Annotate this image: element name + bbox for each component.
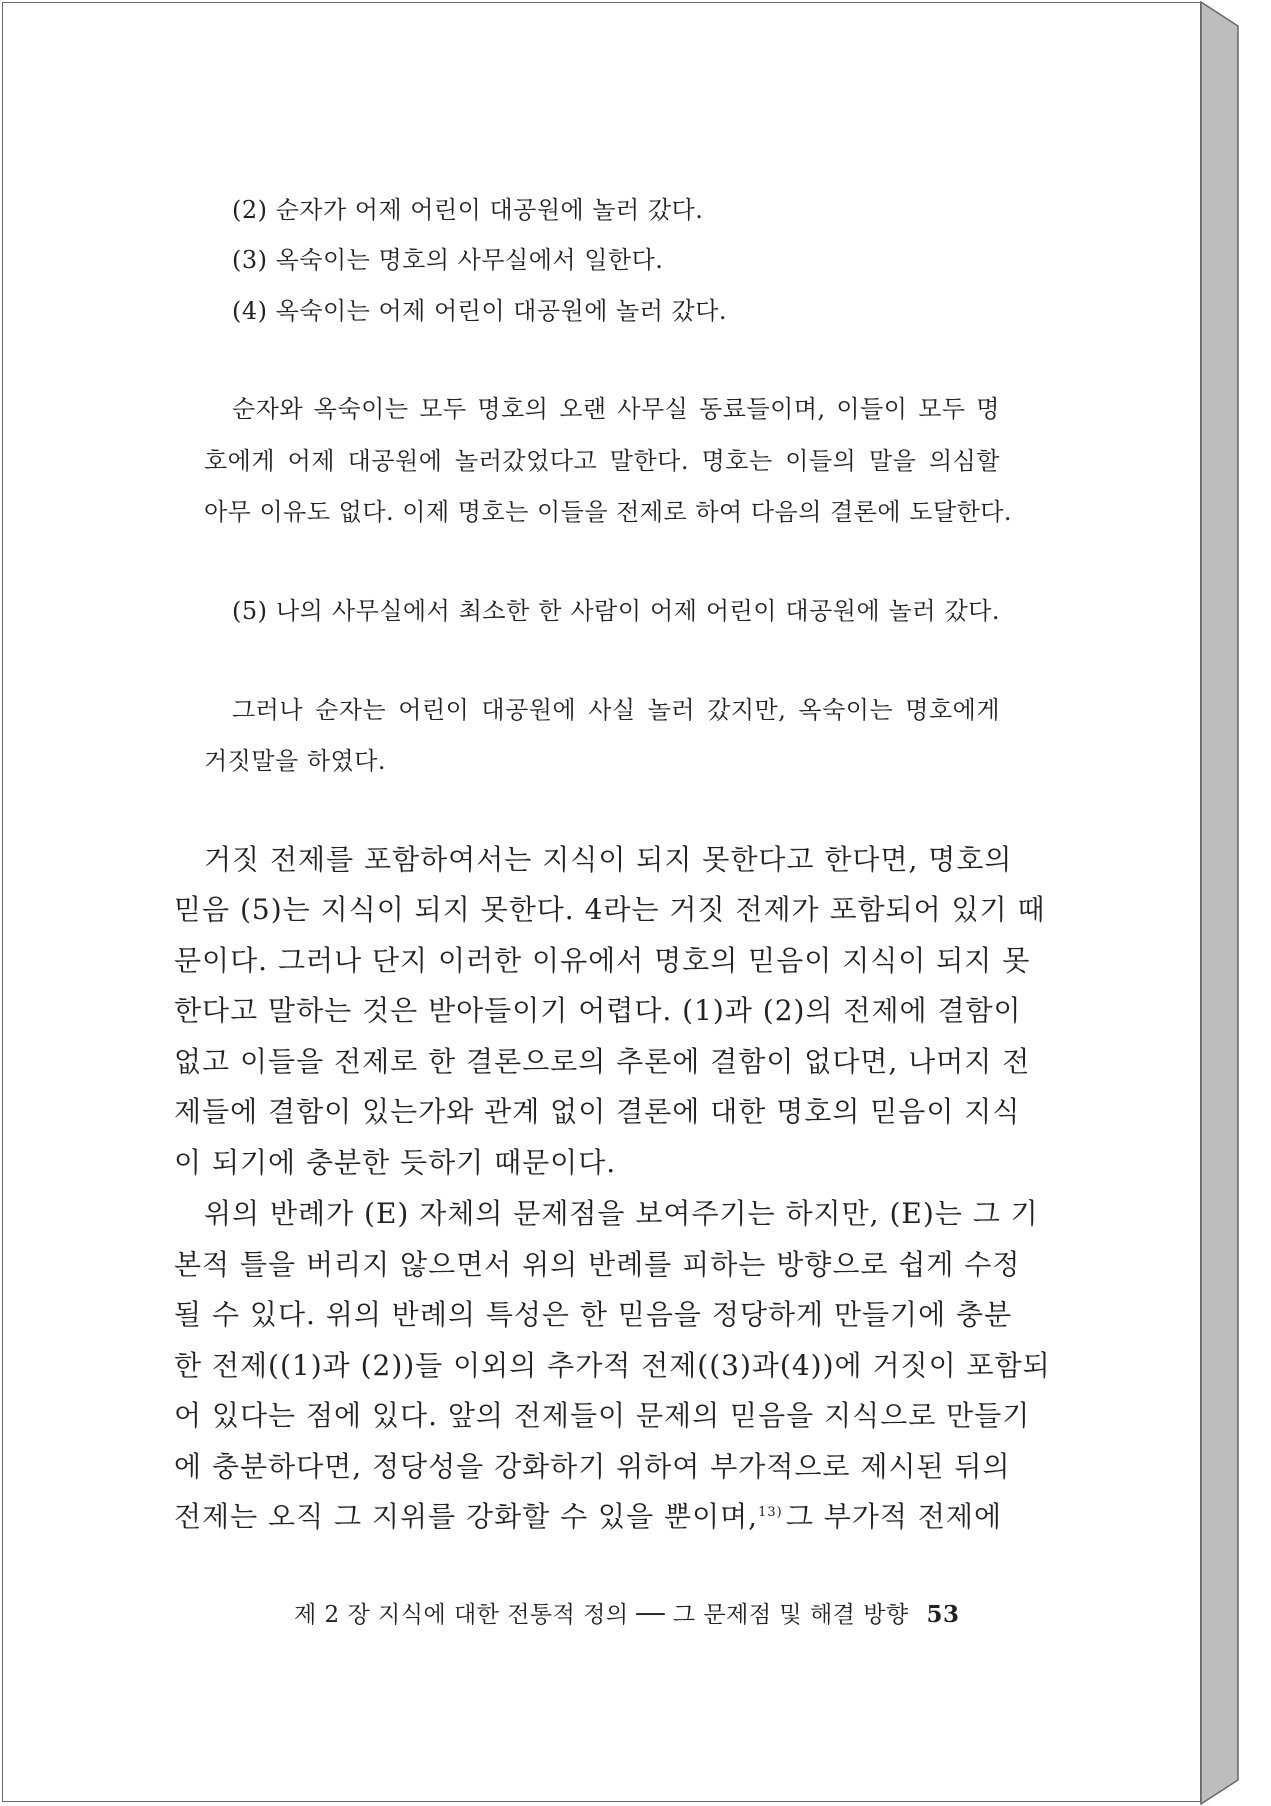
paragraph-line: 아무 이유도 없다. 이제 명호는 이들을 전제로 하여 다음의 결론에 도달한다.: [204, 498, 1013, 526]
body-line: 제들에 결함이 있는가와 관계 없이 결론에 대한 명호의 믿음이 지식: [174, 1095, 1021, 1128]
paragraph-line: 순자와 옥숙이는 모두 명호의 오랜 사무실 동료들이며, 이들이 모두 명: [232, 395, 1000, 423]
premise-3: (3) 옥숙이는 명호의 사무실에서 일한다.: [232, 246, 664, 274]
premise-2: (2) 순자가 어제 어린이 대공원에 놀러 갔다.: [232, 196, 704, 224]
body-line-with-footnote: [174, 1495, 1002, 1535]
chapter-title: 제 2 장 지식에 대한 전통적 정의 ── 그 문제점 및 해결 방향: [294, 1602, 909, 1628]
body-line: 될 수 있다. 위의 반례의 특성은 한 믿음을 정당하게 만들기에 충분: [174, 1298, 1013, 1331]
body-line: 에 충분하다면, 정당성을 강화하기 위하여 부가적으로 제시된 뒤의: [174, 1450, 1011, 1483]
body-line: 믿음 (5)는 지식이 되지 못한다. 4라는 거짓 전제가 포함되어 있기 때: [174, 893, 1046, 926]
body-line: 거짓 전제를 포함하여서는 지식이 되지 못한다고 한다면, 명호의: [204, 843, 1013, 876]
body-line: 한다고 말하는 것은 받아들이기 어렵다. (1)과 (2)의 전제에 결함이: [174, 994, 1022, 1027]
body-text: 전제는 오직 그 지위를 강화할 수 있을 뿐이며,: [174, 1500, 759, 1533]
footnote-reference[interactable]: 13): [758, 1505, 783, 1520]
body-line: 어 있다는 점에 있다. 앞의 전제들이 문제의 믿음을 지식으로 만들기: [174, 1399, 1031, 1432]
book-spine-face: [1201, 2, 1238, 1804]
body-line: 본적 틀을 버리지 않으면서 위의 반례를 피하는 방향으로 쉽게 수정: [174, 1248, 1021, 1281]
body-line: 이 되기에 충분한 듯하기 때문이다.: [174, 1146, 617, 1179]
premise-4: (4) 옥숙이는 어제 어린이 대공원에 놀러 갔다.: [232, 297, 728, 325]
body-line: 한 전제((1)과 (2))들 이외의 추가적 전제((3)과(4))에 거짓이 포함되: [174, 1349, 1051, 1382]
paragraph-line: 그러나 순자는 어린이 대공원에 사실 놀러 갔지만, 옥숙이는 명호에게: [232, 696, 1000, 724]
running-footer: [294, 1596, 959, 1629]
paragraph-line: 거짓말을 하였다.: [204, 747, 387, 775]
body-line: 위의 반례가 (E) 자체의 문제점을 보여주기는 하지만, (E)는 그 기: [204, 1197, 1039, 1230]
paragraph-line: 호에게 어제 대공원에 놀러갔었다고 말한다. 명호는 이들의 말을 의심할: [204, 447, 1000, 475]
body-line: 문이다. 그러나 단지 이러한 이유에서 명호의 믿음이 지식이 되지 못: [174, 944, 1031, 977]
page-number: 53: [926, 1601, 960, 1628]
conclusion-5: (5) 나의 사무실에서 최소한 한 사람이 어제 어린이 대공원에 놀러 갔다.: [232, 597, 1000, 625]
body-line: 없고 이들을 전제로 한 결론으로의 추론에 결함이 없다면, 나머지 전: [174, 1045, 1031, 1078]
body-text: 그 부가적 전제에: [785, 1500, 1002, 1533]
